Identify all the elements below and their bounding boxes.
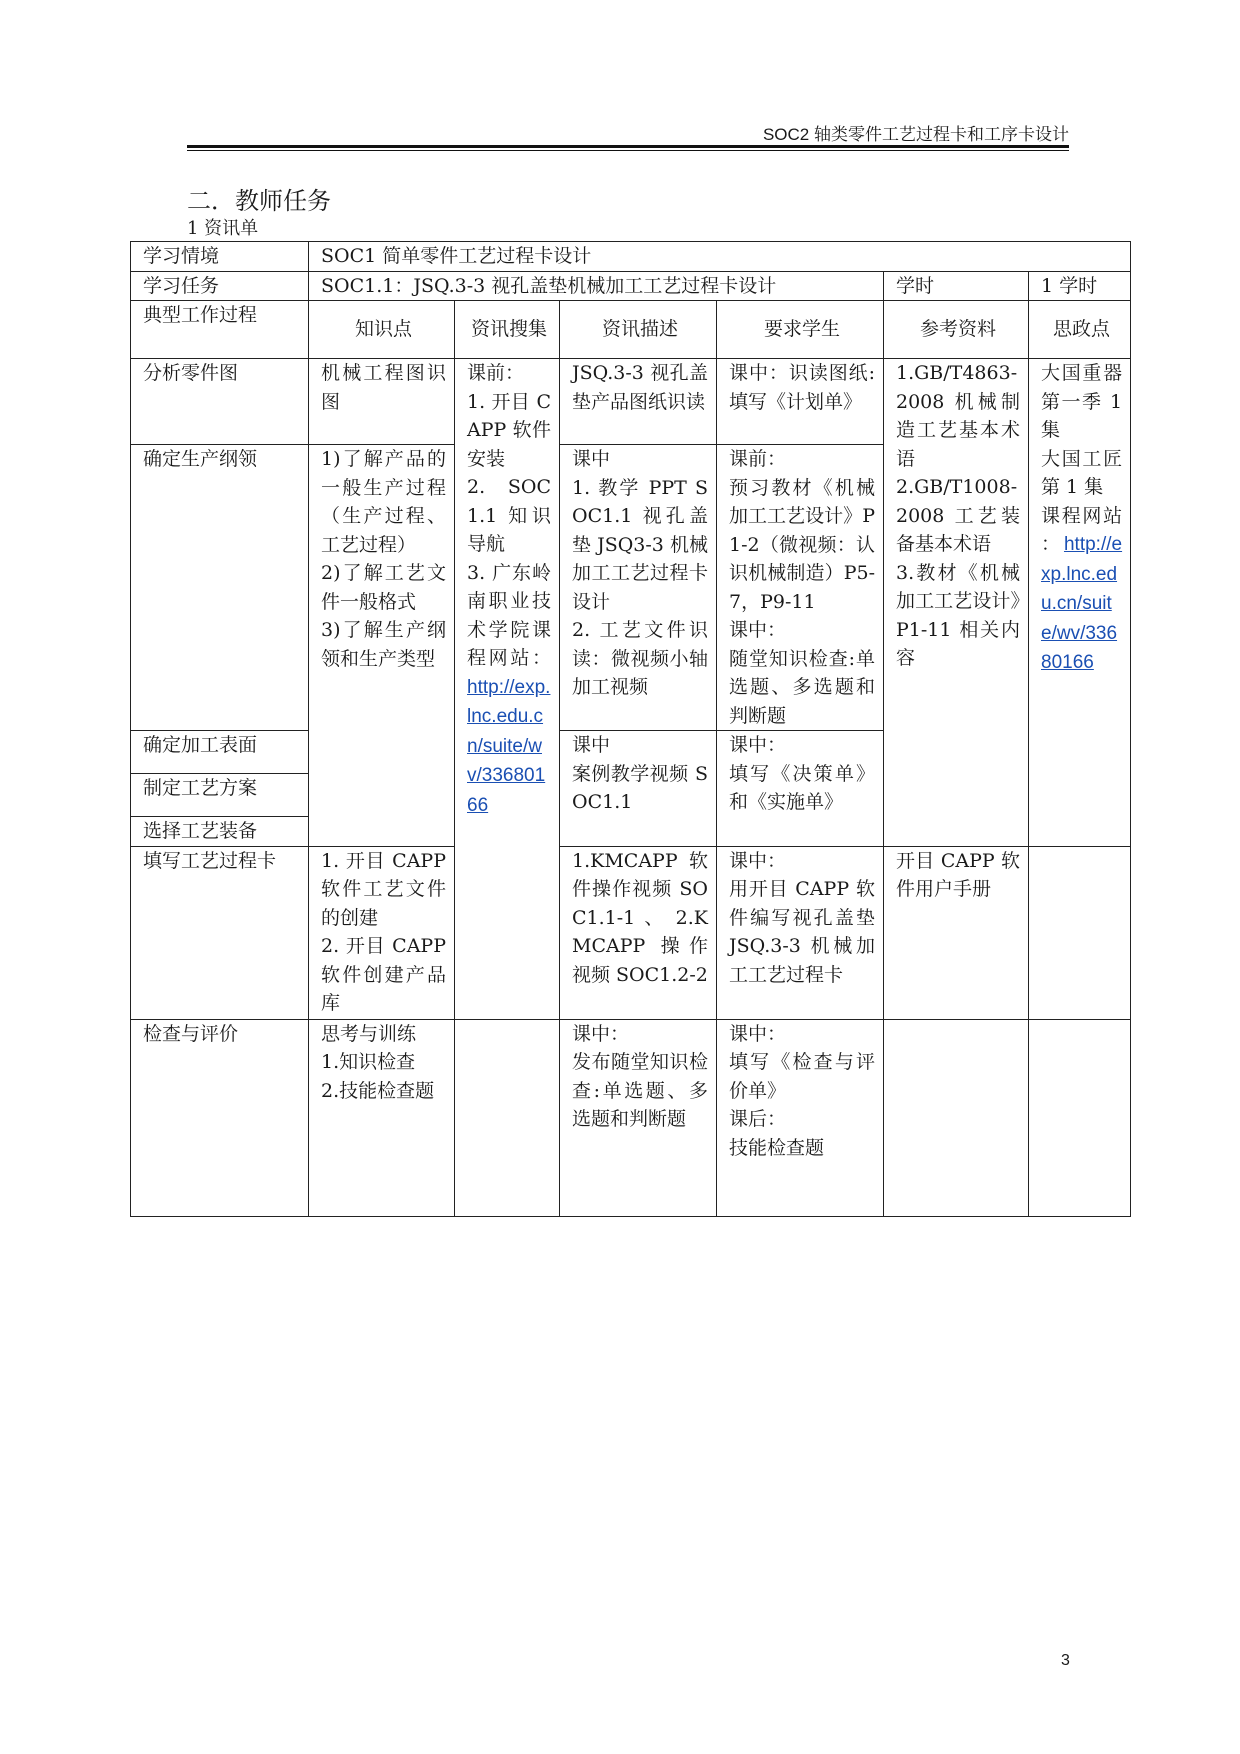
process-fill-card: 填写工艺过程卡 (131, 846, 309, 1019)
header-rule-thin (187, 150, 1069, 151)
requirement-analyze: 课中：识读图纸:填写《计划单》 (717, 359, 884, 445)
col-header-ideology: 思政点 (1029, 301, 1131, 359)
col-header-requirement: 要求学生 (717, 301, 884, 359)
description-fill-card: 1.KMCAPP 软件操作视频 SOC1.1-1 、 2.KMCAPP 操作视频 SOC1.2-2 (560, 846, 717, 1019)
hours-label: 学时 (884, 271, 1029, 301)
ideology-fill-card (1029, 846, 1131, 1019)
sub-title: 1 资讯单 (187, 218, 259, 239)
requirement-confirm-outline: 课前： 预习教材《机械加工工艺设计》P1-2（微视频：认识机械制造）P5-7，P9-11 课中： 随堂知识检查:单选题、多选题和判断题 (717, 445, 884, 731)
process-plan-scheme: 制定工艺方案 (131, 774, 309, 817)
ideology-text: 大国重器第一季 1 集 大国工匠第 1 集 课程网站 ： (1041, 362, 1123, 555)
running-header: SOC2 轴类零件工艺过程卡和工序卡设计 (762, 125, 1069, 144)
description-analyze: JSQ.3-3 视孔盖垫产品图纸识读 (560, 359, 717, 445)
collection-text: 课前： 1. 开目 CAPP 软件安装 2. SOC1.1 知识导航 3. 广东岭南职业技术学院课程网站： (467, 362, 551, 669)
situation-label: 学习情境 (131, 242, 309, 272)
situation-value: SOC1 简单零件工艺过程卡设计 (309, 242, 1131, 272)
process-select-equipment: 选择工艺装备 (131, 817, 309, 847)
requirement-fill-card: 课中： 用开目 CAPP 软件编写视孔盖垫 JSQ.3-3 机械加工工艺过程卡 (717, 846, 884, 1019)
col-header-knowledge: 知识点 (309, 301, 455, 359)
requirement-mid-group: 课中： 填写《决策单》和《实施单》 (717, 731, 884, 847)
hours-value: 1 学时 (1029, 271, 1131, 301)
page-number: 3 (1061, 1652, 1070, 1669)
col-header-process: 典型工作过程 (131, 301, 309, 359)
course-site-link[interactable]: http://exp.lnc.edu.cn/suite/wv/33680166 (467, 676, 551, 816)
column-header-row (131, 301, 1131, 359)
ideology-review (1029, 1019, 1131, 1216)
col-header-reference: 参考资料 (884, 301, 1029, 359)
table-row (131, 846, 1131, 1019)
ideology-merged (1029, 359, 1131, 847)
knowledge-review: 思考与训练 1.知识检查 2.技能检查题 (309, 1019, 455, 1216)
process-analyze: 分析零件图 (131, 359, 309, 445)
section-title: 二．教师任务 (187, 187, 331, 215)
situation-row (131, 242, 1131, 272)
header-rule-thick (187, 145, 1069, 148)
info-table (130, 241, 1131, 1217)
process-review: 检查与评价 (131, 1019, 309, 1216)
collection-review (455, 1019, 560, 1216)
requirement-review: 课中： 填写《检查与评价单》 课后： 技能检查题 (717, 1019, 884, 1216)
description-confirm-outline: 课中 1. 教学 PPT SOC1.1 视孔盖垫 JSQ3-3 机械加工工艺过程卡设计 2. 工艺文件识读：微视频小轴加工视频 (560, 445, 717, 731)
collection-merged (455, 359, 560, 1020)
ideology-site-link[interactable]: http://exp.lnc.edu.cn/suite/wv/33680166 (1041, 534, 1123, 673)
process-confirm-surface: 确定加工表面 (131, 731, 309, 774)
col-header-description: 资讯描述 (560, 301, 717, 359)
task-label: 学习任务 (131, 271, 309, 301)
reference-merged: 1.GB/T4863-2008 机械制造工艺基本术语 2.GB/T1008-2008 工艺装备基本术语 3.教材《机械加工工艺设计》P1-11 相关内容 (884, 359, 1029, 847)
reference-review (884, 1019, 1029, 1216)
knowledge-fill-card: 1. 开目 CAPP 软件工艺文件的创建 2. 开目 CAPP 软件创建产品库 (309, 846, 455, 1019)
col-header-collection: 资讯搜集 (455, 301, 560, 359)
task-value: SOC1.1：JSQ.3-3 视孔盖垫机械加工工艺过程卡设计 (309, 271, 884, 301)
knowledge-analyze: 机械工程图识图 (309, 359, 455, 445)
knowledge-merged: 1)了解产品的一般生产过程（生产过程、工艺过程） 2)了解工艺文件一般格式 3)了解生产纲领和生产类型 (309, 445, 455, 847)
table-row (131, 359, 1131, 445)
description-mid-group: 课中 案例教学视频 SOC1.1 (560, 731, 717, 847)
task-row (131, 271, 1131, 301)
table-row (131, 1019, 1131, 1216)
process-confirm-outline: 确定生产纲领 (131, 445, 309, 731)
description-review: 课中： 发布随堂知识检查:单选题、多选题和判断题 (560, 1019, 717, 1216)
reference-fill-card: 开目 CAPP 软件用户手册 (884, 846, 1029, 1019)
